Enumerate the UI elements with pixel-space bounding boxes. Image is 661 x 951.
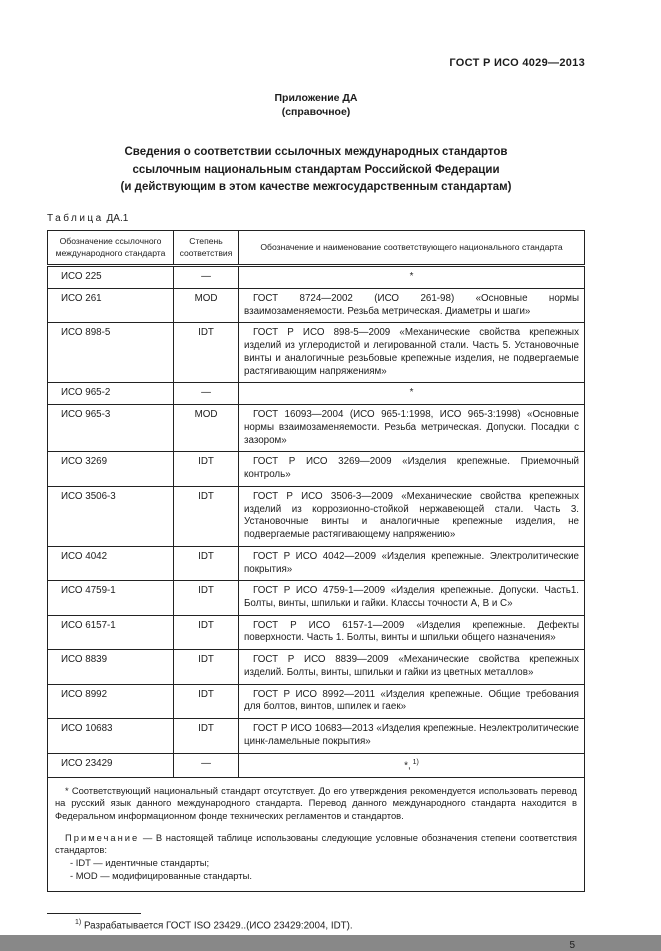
footnote-separator	[47, 913, 141, 914]
cell-national: ГОСТ Р ИСО 3506-3—2009 «Механические свойства крепежных изделий из коррозионно-стойкой нержавеющей стали. Часть 3. Установочные винты и аналогичные крепежные изделия, не подвергаемые растягивающему напряжению»	[239, 486, 585, 546]
table-row	[48, 486, 585, 546]
cell-national-footnote-ref: 1)	[410, 758, 419, 766]
table-header-row	[48, 231, 585, 266]
cell-standard: ИСО 3269	[48, 452, 174, 486]
cell-national: ГОСТ Р ИСО 898-5—2009 «Механические свойства крепежных изделий из углеродистой и легированной стали. Часть 5. Установочные винты и аналогичные резьбовые крепежные изделия, не подвергаемые растягивающим напряжениям»	[239, 323, 585, 383]
cell-national: *	[239, 266, 585, 289]
cell-standard: ИСО 23429	[48, 753, 174, 777]
title-line: (и действующим в этом качестве межгосударственным стандартам)	[120, 180, 512, 193]
cell-degree: —	[174, 266, 239, 289]
page-content	[47, 0, 585, 951]
cell-national: ГОСТ Р ИСО 8839—2009 «Механические свойства крепежных изделий. Болты, винты, шпильки и гайки из цветных металлов»	[239, 650, 585, 684]
cell-national: ГОСТ Р ИСО 4042—2009 «Изделия крепежные. Электролитические покрытия»	[239, 546, 585, 580]
note-item: - IDT — идентичные стандарты;	[70, 857, 210, 869]
cell-national: *	[239, 383, 585, 405]
cell-national: *, $^{1)}$	[239, 753, 585, 777]
note-text: — В настоящей таблице использованы следующие условные обозначения степени соответствия стандартов:	[55, 831, 577, 856]
doc-header: ГОСТ Р ИСО 4029—2013	[449, 57, 585, 69]
cell-standard: ИСО 10683	[48, 719, 174, 753]
cell-degree: MOD	[174, 405, 239, 452]
table-row	[48, 452, 585, 486]
cell-degree: IDT	[174, 581, 239, 615]
table-row	[48, 323, 585, 383]
table-row	[48, 581, 585, 615]
table-row	[48, 383, 585, 405]
title-line: Сведения о соответствии ссылочных международных стандартов	[124, 146, 508, 159]
table-caption-number: ДА.1	[106, 213, 129, 225]
table-body	[48, 266, 585, 777]
note-label: Примечание	[65, 831, 140, 843]
cell-standard: ИСО 898-5	[48, 323, 174, 383]
column-header-national: Обозначение и наименование соответствующего национального стандарта	[239, 231, 585, 266]
column-header-standard: Обозначение ссылочного международного стандарта	[48, 231, 174, 266]
annex-subtitle: (справочное)	[281, 106, 351, 119]
table-row	[48, 684, 585, 718]
table-caption	[47, 213, 585, 224]
cell-degree: MOD	[174, 289, 239, 323]
cell-standard: ИСО 4759-1	[48, 581, 174, 615]
cell-degree: IDT	[174, 719, 239, 753]
footnote-star-text: * Соответствующий национальный стандарт отсутствует. До его утверждения рекомендуется использовать перевод на русский язык данного международного стандарта. Перевод данного международного стандарта находится в Федеральном информационном фонде технических регламентов и стандартов.	[55, 784, 577, 821]
cell-national: ГОСТ Р ИСО 4759-1—2009 «Изделия крепежные. Допуски. Часть1. Болты, винты, шпильки и гайки. Классы точности А, В и С»	[239, 581, 585, 615]
table-row	[48, 546, 585, 580]
annex-heading	[47, 91, 585, 119]
footnote-note	[55, 832, 577, 857]
cell-standard: ИСО 261	[48, 289, 174, 323]
cell-standard: ИСО 225	[48, 266, 174, 289]
cell-degree: IDT	[174, 486, 239, 546]
cell-degree: IDT	[174, 323, 239, 383]
table-row	[48, 405, 585, 452]
annex-title: Приложение ДА	[274, 92, 358, 104]
cell-standard: ИСО 965-2	[48, 383, 174, 405]
section-title	[47, 144, 585, 196]
cell-degree: —	[174, 753, 239, 777]
title-line: ссылочным национальным стандартам Российской Федерации	[132, 163, 500, 176]
note-item: - MOD — модифицированные стандарты.	[70, 869, 252, 881]
table-row	[48, 615, 585, 649]
table-row	[48, 289, 585, 323]
cell-degree: —	[174, 383, 239, 405]
cell-national: ГОСТ 16093—2004 (ИСО 965-1:1998, ИСО 965-3:1998) «Основные нормы взаимозаменяемости. Резьба метрическая. Допуски. Посадки с зазором»	[239, 405, 585, 452]
table-footnote-cell	[48, 777, 585, 892]
footnote-marker: 1)	[75, 919, 82, 927]
table-row	[48, 719, 585, 753]
column-header-degree: Степень соответствия	[174, 231, 239, 266]
cell-national: ГОСТ Р ИСО 3269—2009 «Изделия крепежные. Приемочный контроль»	[239, 452, 585, 486]
cell-degree: IDT	[174, 650, 239, 684]
cell-standard: ИСО 4042	[48, 546, 174, 580]
cell-standard: ИСО 8992	[48, 684, 174, 718]
standards-table	[47, 230, 585, 892]
page-number: 5	[569, 939, 575, 951]
cell-degree: IDT	[174, 684, 239, 718]
table-footnote-row	[48, 777, 585, 892]
cell-standard: ИСО 8839	[48, 650, 174, 684]
footnote	[47, 919, 585, 931]
cell-national: ГОСТ Р ИСО 8992—2011 «Изделия крепежные. Общие требования для болтов, винтов, шпилек и гаек»	[239, 684, 585, 718]
cell-standard: ИСО 6157-1	[48, 615, 174, 649]
cell-national: ГОСТ Р ИСО 6157-1—2009 «Изделия крепежные. Дефекты поверхности. Часть 1. Болты, винты и шпильки общего назначения»	[239, 615, 585, 649]
table-caption-word: Таблица	[47, 213, 104, 225]
cell-degree: IDT	[174, 546, 239, 580]
cell-national: ГОСТ 8724—2002 (ИСО 261-98) «Основные нормы взаимозаменяемости. Резьба метрическая. Диаметры и шаги»	[239, 289, 585, 323]
table-row	[48, 650, 585, 684]
cell-degree: IDT	[174, 452, 239, 486]
table-row	[48, 753, 585, 777]
cell-national: ГОСТ Р ИСО 10683—2013 «Изделия крепежные. Неэлектролитические цинк-ламельные покрытия»	[239, 719, 585, 753]
footnote-text: Разрабатывается ГОСТ ISO 23429..(ИСО 23429:2004, IDT).	[83, 920, 353, 932]
cell-standard: ИСО 965-3	[48, 405, 174, 452]
cell-standard: ИСО 3506-3	[48, 486, 174, 546]
table-row	[48, 266, 585, 289]
cell-degree: IDT	[174, 615, 239, 649]
